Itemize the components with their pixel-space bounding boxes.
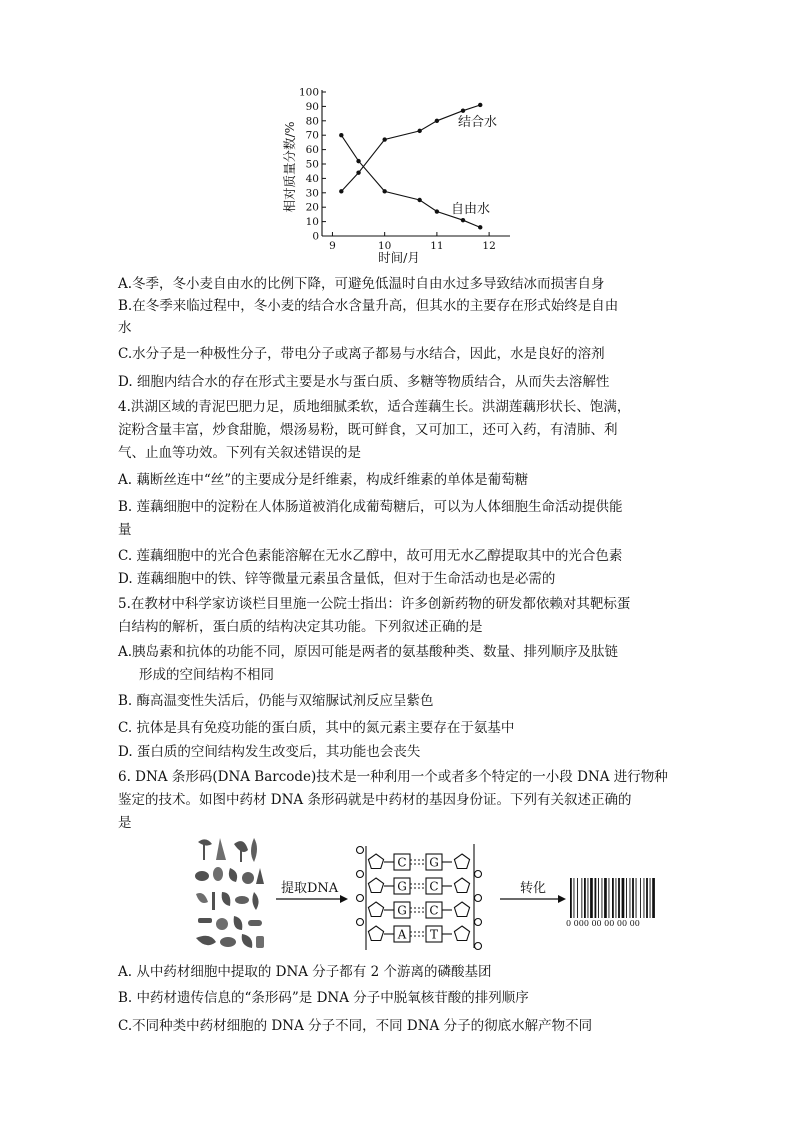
barcode-bar bbox=[574, 878, 575, 918]
free-water-point bbox=[417, 198, 421, 202]
q3-option-d: D. 细胞内结合水的存在形式主要是水与蛋白质、多糖等物质结合，从而失去溶解性 bbox=[118, 374, 610, 390]
base-right-letter: C bbox=[429, 903, 439, 918]
phosphate-left bbox=[357, 919, 364, 926]
barcode-bar bbox=[612, 878, 614, 918]
deoxyribose-right bbox=[454, 926, 469, 941]
phosphate-right bbox=[475, 943, 482, 950]
bound-water-point bbox=[478, 103, 482, 107]
base-right-letter: G bbox=[429, 855, 439, 870]
base-left-letter: G bbox=[397, 879, 407, 894]
y-tick-label: 80 bbox=[305, 115, 319, 128]
phosphate-left bbox=[357, 847, 364, 854]
y-tick-label: 60 bbox=[305, 144, 319, 157]
barcode-digits: 0 000 00 00 00 00 bbox=[566, 919, 640, 928]
barcode-bar bbox=[595, 878, 597, 918]
bound-water-point bbox=[435, 119, 439, 123]
q3-option-b-line2: 水 bbox=[118, 320, 132, 336]
barcode-bar bbox=[622, 878, 625, 918]
chart-ticks bbox=[299, 87, 496, 253]
barcode-bar bbox=[570, 878, 572, 918]
free-water-point bbox=[435, 209, 439, 213]
y-tick-label: 50 bbox=[305, 158, 319, 171]
deoxyribose-left bbox=[368, 854, 383, 869]
q4-stem-line2: 淀粉含量丰富，炒食甜脆，煨汤易粉，既可鲜食，又可加工，还可入药，有清肺、利 bbox=[118, 422, 618, 438]
phosphate-right bbox=[475, 895, 482, 902]
y-tick-label: 70 bbox=[305, 129, 319, 142]
q4-stem-line3: 气、止血等功效。下列有关叙述错误的是 bbox=[118, 445, 361, 461]
q6-stem-line3: 是 bbox=[118, 815, 132, 831]
base-left-letter: G bbox=[397, 903, 407, 918]
base-right-letter: T bbox=[429, 927, 439, 942]
y-tick-label: 10 bbox=[305, 216, 319, 229]
phosphate-left bbox=[357, 895, 364, 902]
barcode-bar bbox=[632, 878, 634, 918]
barcode-bar bbox=[616, 878, 617, 918]
bound-water-point bbox=[339, 189, 343, 193]
phosphate-left bbox=[357, 871, 364, 878]
base-left-letter: C bbox=[397, 855, 407, 870]
q3-option-c: C.水分子是一种极性分子，带电分子或离子都易与水结合，因此，水是良好的溶剂 bbox=[118, 346, 605, 362]
deoxyribose-right bbox=[454, 878, 469, 893]
y-tick-label: 40 bbox=[305, 172, 319, 185]
free-water-point bbox=[356, 159, 360, 163]
barcode bbox=[570, 878, 655, 918]
q6-option-b: B. 中药材遗传信息的“条形码”是 DNA 分子中脱氧核苷酸的排列顺序 bbox=[118, 990, 529, 1006]
q4-option-b-line2: 量 bbox=[118, 522, 132, 538]
deoxyribose-right bbox=[454, 854, 469, 869]
deoxyribose-left bbox=[368, 878, 383, 893]
bound-water-point bbox=[382, 137, 386, 141]
deoxyribose-left bbox=[368, 902, 383, 917]
phosphate-right bbox=[475, 871, 482, 878]
dna-double-strand bbox=[357, 844, 482, 950]
q6-stem-line2: 鉴定的技术。如图中药材 DNA 条形码就是中药材的基因身份证。下列有关叙述正确的 bbox=[118, 792, 632, 808]
q3-option-b-line1: B.在冬季来临过程中，冬小麦的结合水含量升高，但其水的主要存在形式始终是自由 bbox=[118, 298, 619, 314]
deoxyribose-right bbox=[454, 902, 469, 917]
free-water-point bbox=[339, 133, 343, 137]
barcode-bar bbox=[646, 878, 648, 918]
q6-option-c: C.不同种类中药材细胞的 DNA 分子不同，不同 DNA 分子的彻底水解产物不同 bbox=[118, 1018, 593, 1034]
phosphate-right bbox=[475, 919, 482, 926]
series-label-free: 自由水 bbox=[451, 202, 491, 217]
x-axis-label: 时间/月 bbox=[378, 250, 420, 265]
barcode-bar bbox=[604, 878, 607, 918]
free-water-point bbox=[478, 225, 482, 229]
barcode-bar bbox=[584, 878, 586, 918]
q5-stem-line2: 白结构的解析，蛋白质的结构决定其功能。下列叙述正确的是 bbox=[118, 619, 483, 635]
x-tick-label: 12 bbox=[482, 240, 496, 252]
barcode-bar bbox=[652, 878, 655, 918]
q5-option-c: C. 抗体是具有免疫功能的蛋白质，其中的氮元素主要存在于氨基中 bbox=[118, 720, 515, 736]
base-right-letter: C bbox=[429, 879, 439, 894]
barcode-bar bbox=[636, 878, 637, 918]
water-content-chart bbox=[270, 84, 530, 270]
q6-stem-line1: 6. DNA 条形码(DNA Barcode)技术是一种利用一个或者多个特定的一小段 DNA 进行物种 bbox=[118, 769, 668, 785]
x-tick-label: 10 bbox=[377, 240, 392, 252]
q6-option-a: A. 从中药材细胞中提取的 DNA 分子都有 2 个游离的磷酸基团 bbox=[118, 964, 492, 980]
barcode-bar bbox=[588, 878, 589, 918]
bound-water-point bbox=[356, 170, 360, 174]
q5-option-a-line2: 形成的空间结构不相同 bbox=[139, 667, 274, 683]
deoxyribose-left bbox=[368, 926, 383, 941]
barcode-bar bbox=[581, 878, 582, 918]
barcode-bar bbox=[609, 878, 610, 918]
x-tick-label: 11 bbox=[430, 240, 444, 252]
barcode-bar bbox=[626, 878, 627, 918]
q4-option-c: C. 莲藕细胞中的光合色素能溶解在无水乙醇中，故可用无水乙醇提取其中的光合色素 bbox=[118, 548, 623, 564]
herb-specimens-image bbox=[195, 838, 264, 948]
y-tick-label: 0 bbox=[312, 230, 319, 243]
barcode-bar bbox=[630, 878, 631, 918]
convert-label: 转化 bbox=[520, 881, 547, 896]
free-water-point bbox=[461, 218, 465, 222]
barcode-bar bbox=[577, 878, 578, 918]
barcode-bar bbox=[644, 878, 645, 918]
q5-option-b: B. 酶高温变性失活后，仍能与双缩脲试剂反应呈紫色 bbox=[118, 693, 434, 709]
y-tick-label: 30 bbox=[305, 187, 319, 200]
barcode-bar bbox=[650, 878, 651, 918]
y-tick-label: 20 bbox=[305, 201, 319, 214]
barcode-bar bbox=[618, 878, 620, 918]
y-tick-label: 100 bbox=[298, 86, 319, 99]
x-tick-label: 9 bbox=[329, 240, 336, 252]
q5-option-a-line1: A.胰岛素和抗体的功能不同，原因可能是两者的氨基酸种类、数量、排列顺序及肽链 bbox=[118, 644, 619, 660]
free-water-point bbox=[382, 189, 386, 193]
q5-stem-line1: 5.在教材中科学家访谈栏目里施一公院士指出：许多创新药物的研发都依赖对其靶标蛋 bbox=[118, 596, 631, 612]
bound-water-point bbox=[461, 109, 465, 113]
base-left-letter: A bbox=[397, 927, 407, 942]
barcode-bar bbox=[602, 878, 603, 918]
series-label-bound: 结合水 bbox=[458, 115, 498, 130]
barcode-bar bbox=[640, 878, 641, 918]
q4-option-a: A. 藕断丝连中“丝”的主要成分是纤维素，构成纤维素的单体是葡萄糖 bbox=[118, 472, 529, 488]
extract-dna-label: 提取DNA bbox=[281, 881, 339, 896]
q3-option-a: A.冬季，冬小麦自由水的比例下降，可避免低温时自由水过多导致结冰而损害自身 bbox=[118, 276, 605, 292]
barcode-bar bbox=[598, 878, 599, 918]
q5-option-d: D. 蛋白质的空间结构发生改变后，其功能也会丧失 bbox=[118, 744, 421, 760]
dna-barcode-figure bbox=[190, 834, 670, 958]
q4-option-d: D. 莲藕细胞中的铁、锌等微量元素虽含量低，但对于生命活动也是必需的 bbox=[118, 571, 556, 587]
y-tick-label: 90 bbox=[305, 100, 319, 113]
barcode-bar bbox=[590, 878, 593, 918]
q4-stem-line1: 4.洪湖区域的青泥巴肥力足，质地细腻柔软，适合莲藕生长。洪湖莲藕形状长、饱满， bbox=[118, 399, 631, 415]
q4-option-b-line1: B. 莲藕细胞中的淀粉在人体肠道被消化成葡萄糖后，可以为人体细胞生命活动提供能 bbox=[118, 499, 623, 515]
y-axis-label: 相对质量分数/% bbox=[282, 121, 297, 213]
bound-water-point bbox=[417, 129, 421, 133]
